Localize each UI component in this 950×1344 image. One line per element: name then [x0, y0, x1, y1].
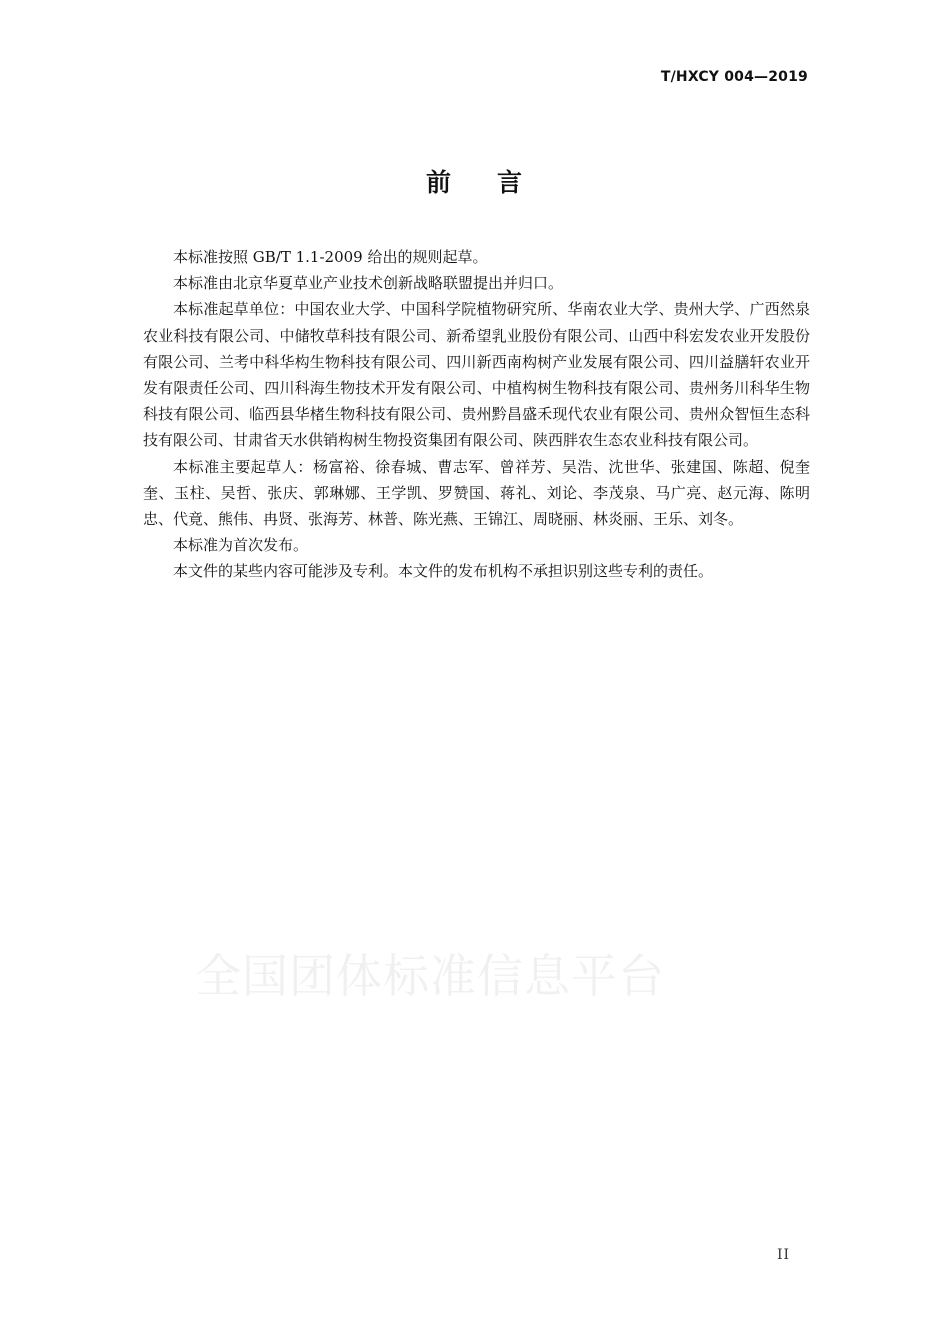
paragraph-first-release: 本标准为首次发布。 — [173, 536, 309, 555]
foreword-body — [143, 244, 810, 585]
paragraph-proposer: 本标准由北京华夏草业产业技术创新战略联盟提出并归口。 — [173, 274, 564, 293]
paragraph-drafting-rules: 本标准按照 GB/T 1.1-2009 给出的规则起草。 — [173, 248, 488, 266]
page-number: II — [776, 1247, 790, 1263]
title-char-1: 前 — [425, 168, 453, 197]
document-code: T/HXCY 004—2019 — [660, 69, 808, 85]
title-char-2: 言 — [497, 168, 525, 197]
paragraph-patent-notice: 本文件的某些内容可能涉及专利。本文件的发布机构不承担识别这些专利的责任。 — [173, 562, 714, 581]
paragraph-drafting-units: 本标准起草单位：中国农业大学、中国科学院植物研究所、华南农业大学、贵州大学、广西然泉农业科技有限公司、中储牧草科技有限公司、新希望乳业股份有限公司、山西中科宏发农业开发股份有限公司、兰考中科华构生物科技有限公司、四川新西南构树产业发展有限公司、四川益膳轩农业开发有限责任公司、四川科海生物技术开发有限公司、中植构树生物科技有限公司、贵州务川科华生物科技有限公司、临西县华楮生物科技有限公司、贵州黔昌盛禾现代农业有限公司、贵州众智恒生态科技有限公司、甘肃省天水供销构树生物投资集团有限公司、陕西胖农生态农业科技有限公司。 — [143, 300, 810, 450]
paragraph-drafters: 本标准主要起草人：杨富裕、徐春城、曹志军、曾祥芳、吴浩、沈世华、张建国、陈超、倪奎奎、玉柱、吴哲、张庆、郭琳娜、王学凯、罗赞国、蒋礼、刘论、李茂泉、马广亮、赵元海、陈明忠、代竟、熊伟、冉贤、张海芳、林普、陈光燕、王锦江、周晓丽、林炎丽、王乐、刘冬。 — [143, 457, 810, 529]
watermark: 全国团体标准信息平台 — [195, 949, 665, 1003]
page-title — [0, 163, 950, 199]
